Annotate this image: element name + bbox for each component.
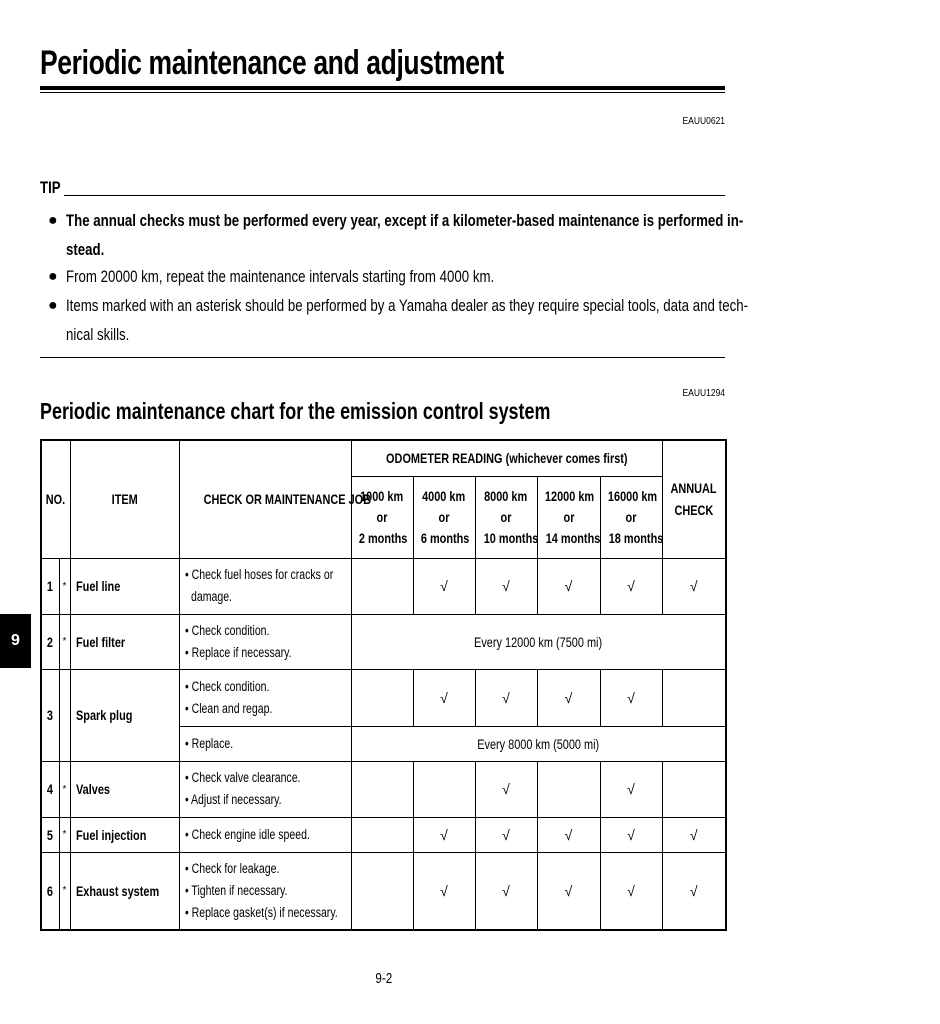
table-row <box>41 614 726 669</box>
check-cell <box>351 761 413 817</box>
row-number: 6 <box>41 852 59 930</box>
dealer-asterisk <box>59 669 70 761</box>
page-title: Periodic maintenance and adjustment <box>40 44 504 82</box>
dealer-asterisk: * <box>59 817 70 852</box>
bullet-icon: ● <box>48 212 58 229</box>
dealer-asterisk: * <box>59 761 70 817</box>
table-header-row <box>41 440 726 476</box>
check-cell <box>662 761 726 817</box>
section-code: EAUU1294 <box>682 388 725 399</box>
check-mark: √ <box>662 817 726 852</box>
check-cell <box>662 669 726 726</box>
row-item: Exhaust system <box>70 852 179 930</box>
table-row <box>41 669 726 726</box>
row-item: Spark plug <box>70 669 179 761</box>
table-row <box>41 817 726 852</box>
row-job: • Check valve clearance. • Adjust if necessary. <box>179 761 351 817</box>
check-mark: √ <box>475 817 537 852</box>
chapter-tab: 9 <box>0 614 31 668</box>
check-cell <box>351 558 413 614</box>
dealer-asterisk: * <box>59 852 70 930</box>
row-job: • Check condition. • Replace if necessary. <box>179 614 351 669</box>
check-cell <box>537 761 600 817</box>
header-odometer: ODOMETER READING (whichever comes first) <box>351 440 662 476</box>
check-mark: √ <box>475 558 537 614</box>
tip-bottom-rule <box>40 357 725 358</box>
check-cell <box>413 761 475 817</box>
check-mark: √ <box>600 558 662 614</box>
row-item: Fuel line <box>70 558 179 614</box>
dealer-asterisk: * <box>59 614 70 669</box>
tip-label: TIP <box>40 178 61 197</box>
row-item: Valves <box>70 761 179 817</box>
bullet-icon: ● <box>48 268 58 285</box>
header-interval: 12000 km or 14 months <box>537 476 600 558</box>
check-mark: √ <box>662 558 726 614</box>
title-rule <box>40 86 725 90</box>
section-code: EAUU0621 <box>682 116 725 127</box>
row-number: 2 <box>41 614 59 669</box>
header-interval: 8000 km or 10 months <box>475 476 537 558</box>
page-number: 9-2 <box>375 970 393 987</box>
row-item: Fuel injection <box>70 817 179 852</box>
check-mark: √ <box>600 669 662 726</box>
check-mark: √ <box>475 669 537 726</box>
check-mark: √ <box>600 761 662 817</box>
interval-span-text: Every 12000 km (7500 mi) <box>351 614 726 669</box>
header-item: ITEM <box>70 440 179 558</box>
chart-title: Periodic maintenance chart for the emission control system <box>40 398 551 424</box>
header-interval: 4000 km or 6 months <box>413 476 475 558</box>
row-job: • Replace. <box>179 726 351 761</box>
check-mark: √ <box>662 852 726 930</box>
bullet-icon: ● <box>48 297 58 314</box>
row-number: 4 <box>41 761 59 817</box>
check-cell <box>351 852 413 930</box>
check-mark: √ <box>413 558 475 614</box>
header-interval: 1000 km or 2 months <box>351 476 413 558</box>
check-mark: √ <box>475 852 537 930</box>
maintenance-chart-table <box>40 439 727 931</box>
row-job: • Check fuel hoses for cracks or damage. <box>179 558 351 614</box>
tip-rule <box>64 195 725 196</box>
check-cell <box>351 669 413 726</box>
table-row <box>41 852 726 930</box>
check-mark: √ <box>413 817 475 852</box>
row-job: • Check engine idle speed. <box>179 817 351 852</box>
header-job: CHECK OR MAINTENANCE JOB <box>179 440 351 558</box>
table-row <box>41 558 726 614</box>
check-cell <box>351 817 413 852</box>
row-number: 5 <box>41 817 59 852</box>
check-mark: √ <box>413 669 475 726</box>
header-no: NO. <box>41 440 70 558</box>
header-interval: 16000 km or 18 months <box>600 476 662 558</box>
row-job: • Check for leakage. • Tighten if necessary. • Replace gasket(s) if necessary. <box>179 852 351 930</box>
check-mark: √ <box>537 852 600 930</box>
row-item: Fuel filter <box>70 614 179 669</box>
title-rule-thin <box>40 92 725 93</box>
check-mark: √ <box>600 852 662 930</box>
check-mark: √ <box>600 817 662 852</box>
check-mark: √ <box>413 852 475 930</box>
dealer-asterisk: * <box>59 558 70 614</box>
row-number: 3 <box>41 669 59 761</box>
check-mark: √ <box>537 817 600 852</box>
check-mark: √ <box>537 669 600 726</box>
table-row <box>41 761 726 817</box>
check-mark: √ <box>537 558 600 614</box>
row-job: • Check condition. • Clean and regap. <box>179 669 351 726</box>
check-mark: √ <box>475 761 537 817</box>
interval-span-text: Every 8000 km (5000 mi) <box>351 726 726 761</box>
header-annual: ANNUAL CHECK <box>662 440 726 558</box>
row-number: 1 <box>41 558 59 614</box>
